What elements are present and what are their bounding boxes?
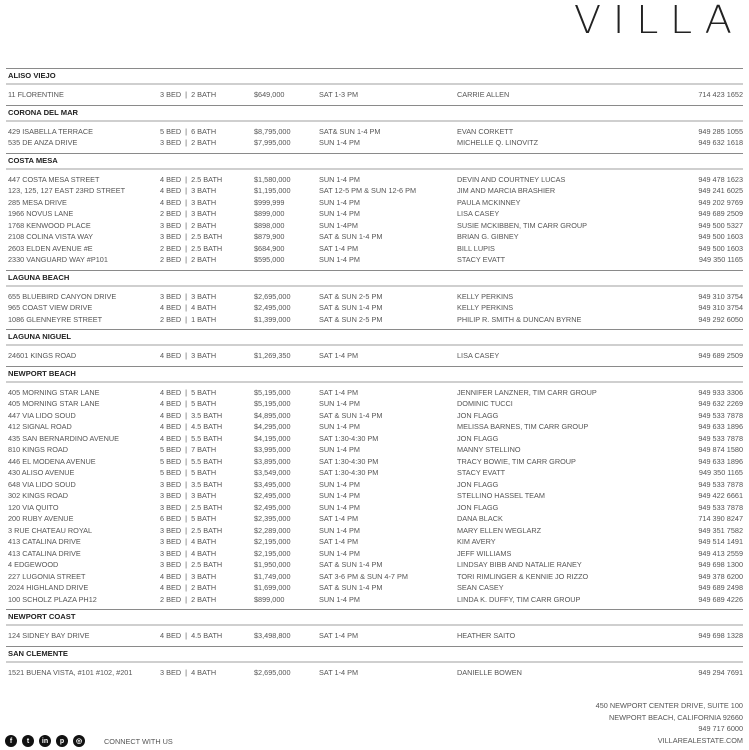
listing-beds-baths: 5 BED | 5 BATH: [160, 468, 217, 477]
listing-price: $1,699,000: [254, 583, 291, 592]
listing-price: $7,995,000: [254, 138, 291, 147]
listing-beds-baths: 5 BED | 7 BATH: [160, 445, 217, 454]
listing-agent: SUSIE MCKIBBEN, TIM CARR GROUP: [457, 220, 588, 230]
listing-price: $879,900: [254, 232, 285, 241]
listing-row: [6, 387, 743, 399]
listing-agent: PAULA MCKINNEY: [457, 197, 521, 207]
listing-phone: 949 285 1055: [698, 126, 743, 136]
listing-beds-baths: 4 BED | 5.5 BATH: [160, 433, 223, 443]
city-heading: SAN CLEMENTE: [6, 647, 743, 663]
listing-row: [6, 456, 743, 468]
city-section: [6, 153, 743, 270]
listing-open-house-time: SUN 1-4 PM: [319, 525, 360, 535]
listing-phone: 949 292 6050: [698, 314, 743, 324]
listing-row: [6, 513, 743, 525]
listing-open-house-time: SAT & SUN 1-4 PM: [319, 583, 383, 592]
listing-open-house-time: SAT 1-4 PM: [319, 667, 359, 677]
listing-phone: 949 633 1896: [698, 422, 743, 431]
listing-open-house-time: SAT & SUN 2-5 PM: [319, 314, 383, 324]
listing-agent: JON FLAGG: [457, 433, 499, 443]
listing-open-house-time: SAT 12-5 PM & SUN 12-6 PM: [319, 186, 417, 195]
listing-beds-baths: 3 BED | 4 BATH: [160, 667, 217, 677]
listing-price: $595,000: [254, 255, 285, 264]
listing-price: $4,895,000: [254, 410, 291, 420]
listing-address: 447 COSTA MESA STREET: [8, 174, 100, 184]
listing-address: 648 VIA LIDO SOUD: [8, 479, 76, 489]
listing-phone: 949 478 1623: [698, 174, 743, 184]
listing-address: 120 VIA QUITO: [8, 502, 59, 512]
listing-open-house-time: SAT & SUN 2-5 PM: [319, 291, 383, 301]
listing-agent: JEFF WILLIAMS: [457, 548, 512, 558]
listing-row: [6, 243, 743, 255]
listing-beds-baths: 3 BED | 3 BATH: [160, 291, 217, 301]
listing-open-house-time: SAT 1-4 PM: [319, 631, 359, 640]
listing-address: 227 LUGONIA STREET: [8, 571, 86, 581]
listing-row: [6, 571, 743, 583]
listing-agent: EVAN CORKETT: [457, 126, 514, 136]
listing-open-house-time: SAT 1-4 PM: [319, 387, 359, 397]
listing-address: 413 CATALINA DRIVE: [8, 548, 81, 558]
listing-beds-baths: 5 BED | 6 BATH: [160, 126, 217, 136]
listing-agent: DOMINIC TUCCI: [457, 399, 513, 408]
listing-phone: 949 533 7878: [698, 502, 743, 512]
listing-agent: KIM AVERY: [457, 537, 496, 546]
listing-open-house-time: SUN 1-4 PM: [319, 422, 360, 431]
listing-address: 285 MESA DRIVE: [8, 197, 67, 207]
listing-open-house-time: SAT 3-6 PM & SUN 4-7 PM: [319, 571, 408, 581]
listing-phone: 949 689 2509: [698, 351, 743, 360]
listing-phone: 949 633 1896: [698, 456, 743, 466]
listing-beds-baths: 3 BED | 2 BATH: [160, 90, 217, 99]
website-link[interactable]: VILLAREALESTATE.COM: [657, 735, 743, 745]
listing-address: 1966 NOVUS LANE: [8, 209, 74, 218]
address-line-1: 450 NEWPORT CENTER DRIVE, SUITE 100: [595, 701, 743, 710]
listing-beds-baths: 2 BED | 2.5 BATH: [160, 243, 223, 253]
listing-beds-baths: 3 BED | 2 BATH: [160, 138, 217, 147]
listing-agent: TRACY BOWIE, TIM CARR GROUP: [457, 456, 576, 466]
listing-row: [6, 185, 743, 197]
listing-row: [6, 559, 743, 571]
listing-address: 1768 KENWOOD PLACE: [8, 220, 91, 230]
listing-address: 405 MORNING STAR LANE: [8, 387, 100, 397]
listing-address: 2603 ELDEN AVENUE #E: [8, 243, 93, 253]
listing-address: 429 ISABELLA TERRACE: [8, 126, 94, 136]
listing-price: $3,498,800: [254, 631, 291, 640]
listing-open-house-time: SUN 1-4 PM: [319, 174, 360, 184]
listing-agent: JON FLAGG: [457, 410, 499, 420]
listing-agent: STACY EVATT: [457, 255, 506, 264]
listing-row: [6, 536, 743, 548]
listing-address: 405 MORNING STAR LANE: [8, 399, 100, 408]
listing-price: $2,495,000: [254, 502, 291, 512]
listing-beds-baths: 4 BED | 3 BATH: [160, 571, 217, 581]
listing-beds-baths: 2 BED | 2 BATH: [160, 255, 217, 264]
listing-open-house-time: SAT 1-3 PM: [319, 90, 359, 99]
listing-row: [6, 479, 743, 491]
listing-open-house-time: SUN 1-4 PM: [319, 445, 360, 454]
listing-phone: 949 422 6661: [698, 491, 743, 500]
listing-price: $2,695,000: [254, 291, 291, 301]
listing-address: 1086 GLENNEYRE STREET: [8, 314, 103, 324]
listing-phone: 949 533 7878: [698, 410, 743, 420]
listing-address: 1521 BUENA VISTA, #101 #102, #201: [8, 667, 133, 677]
listing-price: $3,495,000: [254, 479, 291, 489]
listing-beds-baths: 3 BED | 3.5 BATH: [160, 479, 223, 489]
listing-row: [6, 291, 743, 303]
listing-price: $3,995,000: [254, 445, 291, 454]
listing-beds-baths: 3 BED | 2.5 BATH: [160, 502, 223, 512]
listing-beds-baths: 4 BED | 4.5 BATH: [160, 422, 223, 431]
listing-price: $2,495,000: [254, 303, 291, 312]
listing-address: 2108 COLINA VISTA WAY: [8, 232, 94, 241]
listing-price: $999,999: [254, 197, 285, 207]
city-section: [6, 270, 743, 330]
twitter-icon[interactable]: t: [22, 735, 34, 747]
listing-beds-baths: 4 BED | 2 BATH: [160, 583, 217, 592]
listing-address: 302 KINGS ROAD: [8, 491, 69, 500]
listing-row: [6, 421, 743, 433]
listing-open-house-time: SUN 1-4 PM: [319, 548, 360, 558]
listing-beds-baths: 4 BED | 5 BATH: [160, 399, 217, 408]
listing-phone: 949 632 2269: [698, 399, 743, 408]
listing-open-house-time: SUN 1-4 PM: [319, 491, 360, 500]
listing-agent: DANA BLACK: [457, 514, 503, 523]
listing-phone: 949 500 1603: [698, 243, 743, 253]
listing-beds-baths: 4 BED | 2.5 BATH: [160, 174, 223, 184]
listing-price: $1,950,000: [254, 560, 291, 569]
listing-open-house-time: SAT 1-4 PM: [319, 351, 359, 360]
city-heading: LAGUNA NIGUEL: [6, 330, 743, 346]
listing-price: $4,195,000: [254, 433, 291, 443]
listing-phone: 949 533 7878: [698, 479, 743, 489]
listing-agent: LINDSAY BIBB AND NATALIE RANEY: [457, 560, 582, 569]
listing-phone: 949 500 1603: [698, 232, 743, 241]
listing-agent: DEVIN AND COURTNEY LUCAS: [457, 174, 566, 184]
connect-with-us-label: CONNECT WITH US: [104, 736, 173, 746]
listing-row: [6, 398, 743, 410]
city-section: [6, 646, 743, 683]
listing-agent: KELLY PERKINS: [457, 303, 514, 312]
listing-price: $649,000: [254, 90, 285, 99]
listing-address: 200 RUBY AVENUE: [8, 514, 74, 523]
listing-open-house-time: SAT & SUN 1-4 PM: [319, 232, 383, 241]
listing-agent: CARRIE ALLEN: [457, 90, 510, 99]
listing-agent: MICHELLE Q. LINOVITZ: [457, 138, 539, 147]
listing-address: 124 SIDNEY BAY DRIVE: [8, 631, 90, 640]
listing-beds-baths: 3 BED | 4 BATH: [160, 537, 217, 546]
listing-open-house-time: SAT 1-4 PM: [319, 243, 359, 253]
listing-beds-baths: 3 BED | 2.5 BATH: [160, 525, 223, 535]
listing-phone: 949 351 7582: [698, 525, 743, 535]
listing-price: $2,495,000: [254, 491, 291, 500]
listing-open-house-time: SUN 1-4 PM: [319, 255, 360, 264]
listing-row: [6, 89, 743, 101]
listing-row: [6, 208, 743, 220]
listing-row: [6, 314, 743, 326]
listing-beds-baths: 4 BED | 4.5 BATH: [160, 631, 223, 640]
office-address: [596, 700, 743, 746]
listing-price: $5,195,000: [254, 387, 291, 397]
listing-beds-baths: 3 BED | 2.5 BATH: [160, 232, 223, 241]
listing-open-house-time: SAT & SUN 1-4 PM: [319, 560, 383, 569]
listing-address: 24601 KINGS ROAD: [8, 351, 77, 360]
city-heading: ALISO VIEJO: [6, 69, 743, 85]
listing-address: 655 BLUEBIRD CANYON DRIVE: [8, 291, 117, 301]
facebook-icon[interactable]: f: [5, 735, 17, 747]
listing-open-house-time: SAT 1-4 PM: [319, 537, 359, 546]
listing-row: [6, 582, 743, 594]
listing-phone: 949 533 7878: [698, 433, 743, 443]
social-links: [5, 735, 173, 747]
listing-phone: 714 390 8247: [698, 514, 743, 523]
listing-beds-baths: 3 BED | 4 BATH: [160, 548, 217, 558]
listing-row: [6, 444, 743, 456]
listing-row: [6, 594, 743, 606]
listing-phone: 949 350 1165: [698, 468, 743, 477]
listing-beds-baths: 4 BED | 3 BATH: [160, 351, 217, 360]
listing-beds-baths: 4 BED | 4 BATH: [160, 303, 217, 312]
listing-row: [6, 667, 743, 679]
listing-phone: 949 689 4226: [698, 594, 743, 604]
listing-address: 965 COAST VIEW DRIVE: [8, 303, 93, 312]
listing-row: [6, 302, 743, 314]
listing-open-house-time: SUN 1-4 PM: [319, 138, 360, 147]
city-section: [6, 366, 743, 610]
listing-agent: BRIAN G. GIBNEY: [457, 232, 519, 241]
city-heading: LAGUNA BEACH: [6, 271, 743, 287]
listing-beds-baths: 3 BED | 2.5 BATH: [160, 560, 223, 569]
listing-beds-baths: 6 BED | 5 BATH: [160, 514, 217, 523]
listing-beds-baths: 2 BED | 3 BATH: [160, 209, 217, 218]
listing-row: [6, 433, 743, 445]
listing-price: $1,399,000: [254, 314, 291, 324]
listing-agent: KELLY PERKINS: [457, 291, 514, 301]
listing-open-house-time: SAT 1:30-4:30 PM: [319, 433, 379, 443]
listing-agent: BILL LUPIS: [457, 243, 495, 253]
listing-address: 447 VIA LIDO SOUD: [8, 410, 76, 420]
listing-phone: 949 698 1328: [698, 631, 743, 640]
pinterest-icon[interactable]: p: [56, 735, 68, 747]
listing-agent: SEAN CASEY: [457, 583, 504, 592]
listing-row: [6, 548, 743, 560]
listing-price: $899,000: [254, 594, 285, 604]
listing-beds-baths: 2 BED | 2 BATH: [160, 594, 217, 604]
listing-agent: MARY ELLEN WEGLARZ: [457, 525, 542, 535]
listing-price: $8,795,000: [254, 126, 291, 136]
listing-open-house-time: SAT 1:30-4:30 PM: [319, 456, 379, 466]
listing-phone: 949 698 1300: [698, 560, 743, 569]
listing-phone: 949 632 1618: [698, 138, 743, 147]
listing-phone: 949 874 1580: [698, 445, 743, 454]
listing-price: $1,195,000: [254, 186, 291, 195]
city-section: [6, 68, 743, 105]
listing-agent: JON FLAGG: [457, 479, 499, 489]
listing-row: [6, 502, 743, 514]
listing-row: [6, 350, 743, 362]
city-section: [6, 329, 743, 366]
listing-phone: 949 202 9769: [698, 197, 743, 207]
listing-agent: HEATHER SAITO: [457, 631, 516, 640]
listing-beds-baths: 5 BED | 5.5 BATH: [160, 456, 223, 466]
listing-price: $5,195,000: [254, 399, 291, 408]
address-line-2: NEWPORT BEACH, CALIFORNIA 92660: [609, 712, 743, 722]
listing-price: $684,900: [254, 243, 285, 253]
listing-agent: STACY EVATT: [457, 468, 506, 477]
listing-price: $899,000: [254, 209, 285, 218]
listing-agent: LISA CASEY: [457, 209, 500, 218]
listing-open-house-time: SUN 1-4 PM: [319, 594, 360, 604]
listing-address: 446 EL MODENA AVENUE: [8, 456, 96, 466]
listing-phone: 949 413 2559: [698, 548, 743, 558]
listing-row: [6, 254, 743, 266]
listing-row: [6, 410, 743, 422]
listing-address: 123, 125, 127 EAST 23RD STREET: [8, 186, 126, 195]
listing-row: [6, 490, 743, 502]
city-section: [6, 105, 743, 153]
listing-beds-baths: 2 BED | 1 BATH: [160, 314, 217, 324]
listing-phone: 949 294 7691: [698, 667, 743, 677]
listing-phone: 949 689 2498: [698, 583, 743, 592]
listing-open-house-time: SAT& SUN 1-4 PM: [319, 126, 381, 136]
listing-price: $2,695,000: [254, 667, 291, 677]
listing-row: [6, 197, 743, 209]
listing-phone: 949 350 1165: [698, 255, 743, 264]
listing-beds-baths: 3 BED | 3 BATH: [160, 491, 217, 500]
listing-address: 2330 VANGUARD WAY #P101: [8, 255, 108, 264]
listing-agent: MANNY STELLINO: [457, 445, 521, 454]
city-heading: CORONA DEL MAR: [6, 106, 743, 122]
listing-open-house-time: SUN 1-4 PM: [319, 197, 360, 207]
listing-price: $2,395,000: [254, 514, 291, 523]
listing-price: $4,295,000: [254, 422, 291, 431]
listing-phone: 949 241 6025: [698, 186, 743, 195]
listing-open-house-time: SUN 1-4 PM: [319, 209, 360, 218]
instagram-icon[interactable]: ◎: [73, 735, 85, 747]
listing-address: 2024 HIGHLAND DRIVE: [8, 583, 89, 592]
linkedin-icon[interactable]: in: [39, 735, 51, 747]
listing-open-house-time: SAT 1:30-4:30 PM: [319, 468, 379, 477]
listing-row: [6, 467, 743, 479]
listing-address: 535 DE ANZA DRIVE: [8, 138, 78, 147]
listing-open-house-time: SUN 1-4 PM: [319, 502, 360, 512]
listing-beds-baths: 3 BED | 2 BATH: [160, 220, 217, 230]
listing-address: 430 ALISO AVENUE: [8, 468, 75, 477]
listing-price: $2,289,000: [254, 525, 291, 535]
listing-beds-baths: 4 BED | 3.5 BATH: [160, 410, 223, 420]
listing-beds-baths: 4 BED | 3 BATH: [160, 197, 217, 207]
listing-row: [6, 137, 743, 149]
listing-address: 3 RUE CHATEAU ROYAL: [8, 525, 93, 535]
listing-phone: 949 689 2509: [698, 209, 743, 218]
listing-agent: LISA CASEY: [457, 351, 500, 360]
listing-phone: 714 423 1652: [698, 90, 743, 99]
listing-price: $1,269,350: [254, 351, 291, 360]
listing-address: 435 SAN BERNARDINO AVENUE: [8, 433, 119, 443]
listing-agent: MELISSA BARNES, TIM CARR GROUP: [457, 422, 589, 431]
city-section: [6, 609, 743, 646]
listing-open-house-time: SUN 1-4 PM: [319, 479, 360, 489]
listing-phone: 949 310 3754: [698, 291, 743, 301]
listing-address: 413 CATALINA DRIVE: [8, 537, 81, 546]
listing-price: $3,895,000: [254, 456, 291, 466]
city-heading: NEWPORT COAST: [6, 610, 743, 626]
listing-agent: JON FLAGG: [457, 502, 499, 512]
listing-open-house-time: SAT 1-4 PM: [319, 514, 359, 523]
listing-price: $2,195,000: [254, 537, 291, 546]
listing-agent: JENNIFER LANZNER, TIM CARR GROUP: [457, 387, 597, 397]
listing-beds-baths: 4 BED | 3 BATH: [160, 186, 217, 195]
listing-open-house-time: SUN 1-4 PM: [319, 399, 360, 408]
open-house-listings: [6, 68, 743, 682]
listing-open-house-time: SUN 1-4PM: [319, 220, 358, 230]
listing-row: [6, 174, 743, 186]
listing-agent: LINDA K. DUFFY, TIM CARR GROUP: [457, 594, 581, 604]
listing-price: $1,580,000: [254, 174, 291, 184]
listing-price: $3,549,000: [254, 468, 291, 477]
listing-row: [6, 231, 743, 243]
listing-open-house-time: SAT & SUN 1-4 PM: [319, 410, 383, 420]
listing-open-house-time: SAT & SUN 1-4 PM: [319, 303, 383, 312]
listing-phone: 949 933 3306: [698, 387, 743, 397]
listing-address: 11 FLORENTINE: [8, 90, 64, 99]
listing-row: [6, 630, 743, 642]
listing-address: 412 SIGNAL ROAD: [8, 422, 72, 431]
listing-price: $898,000: [254, 220, 285, 230]
listing-phone: 949 310 3754: [698, 303, 743, 312]
villa-logo: VILLA: [573, 0, 743, 42]
listing-agent: PHILIP R. SMITH & DUNCAN BYRNE: [457, 314, 582, 324]
listing-agent: DANIELLE BOWEN: [457, 667, 522, 677]
listing-beds-baths: 4 BED | 5 BATH: [160, 387, 217, 397]
listing-agent: TORI RIMLINGER & KENNIE JO RIZZO: [457, 571, 589, 581]
listing-phone: 949 514 1491: [698, 537, 743, 546]
listing-phone: 949 378 6200: [698, 571, 743, 581]
listing-address: 4 EDGEWOOD: [8, 560, 59, 569]
listing-row: [6, 220, 743, 232]
listing-row: [6, 126, 743, 138]
city-heading: NEWPORT BEACH: [6, 367, 743, 383]
listing-row: [6, 525, 743, 537]
listing-price: $2,195,000: [254, 548, 291, 558]
listing-address: 100 SCHOLZ PLAZA PH12: [8, 594, 97, 604]
listing-address: 810 KINGS ROAD: [8, 445, 69, 454]
city-heading: COSTA MESA: [6, 154, 743, 170]
listing-phone: 949 500 5327: [698, 220, 743, 230]
listing-agent: STELLINO HASSEL TEAM: [457, 491, 545, 500]
listing-agent: JIM AND MARCIA BRASHIER: [457, 186, 556, 195]
office-phone: 949 717 6000: [698, 724, 743, 733]
listing-price: $1,749,000: [254, 571, 291, 581]
